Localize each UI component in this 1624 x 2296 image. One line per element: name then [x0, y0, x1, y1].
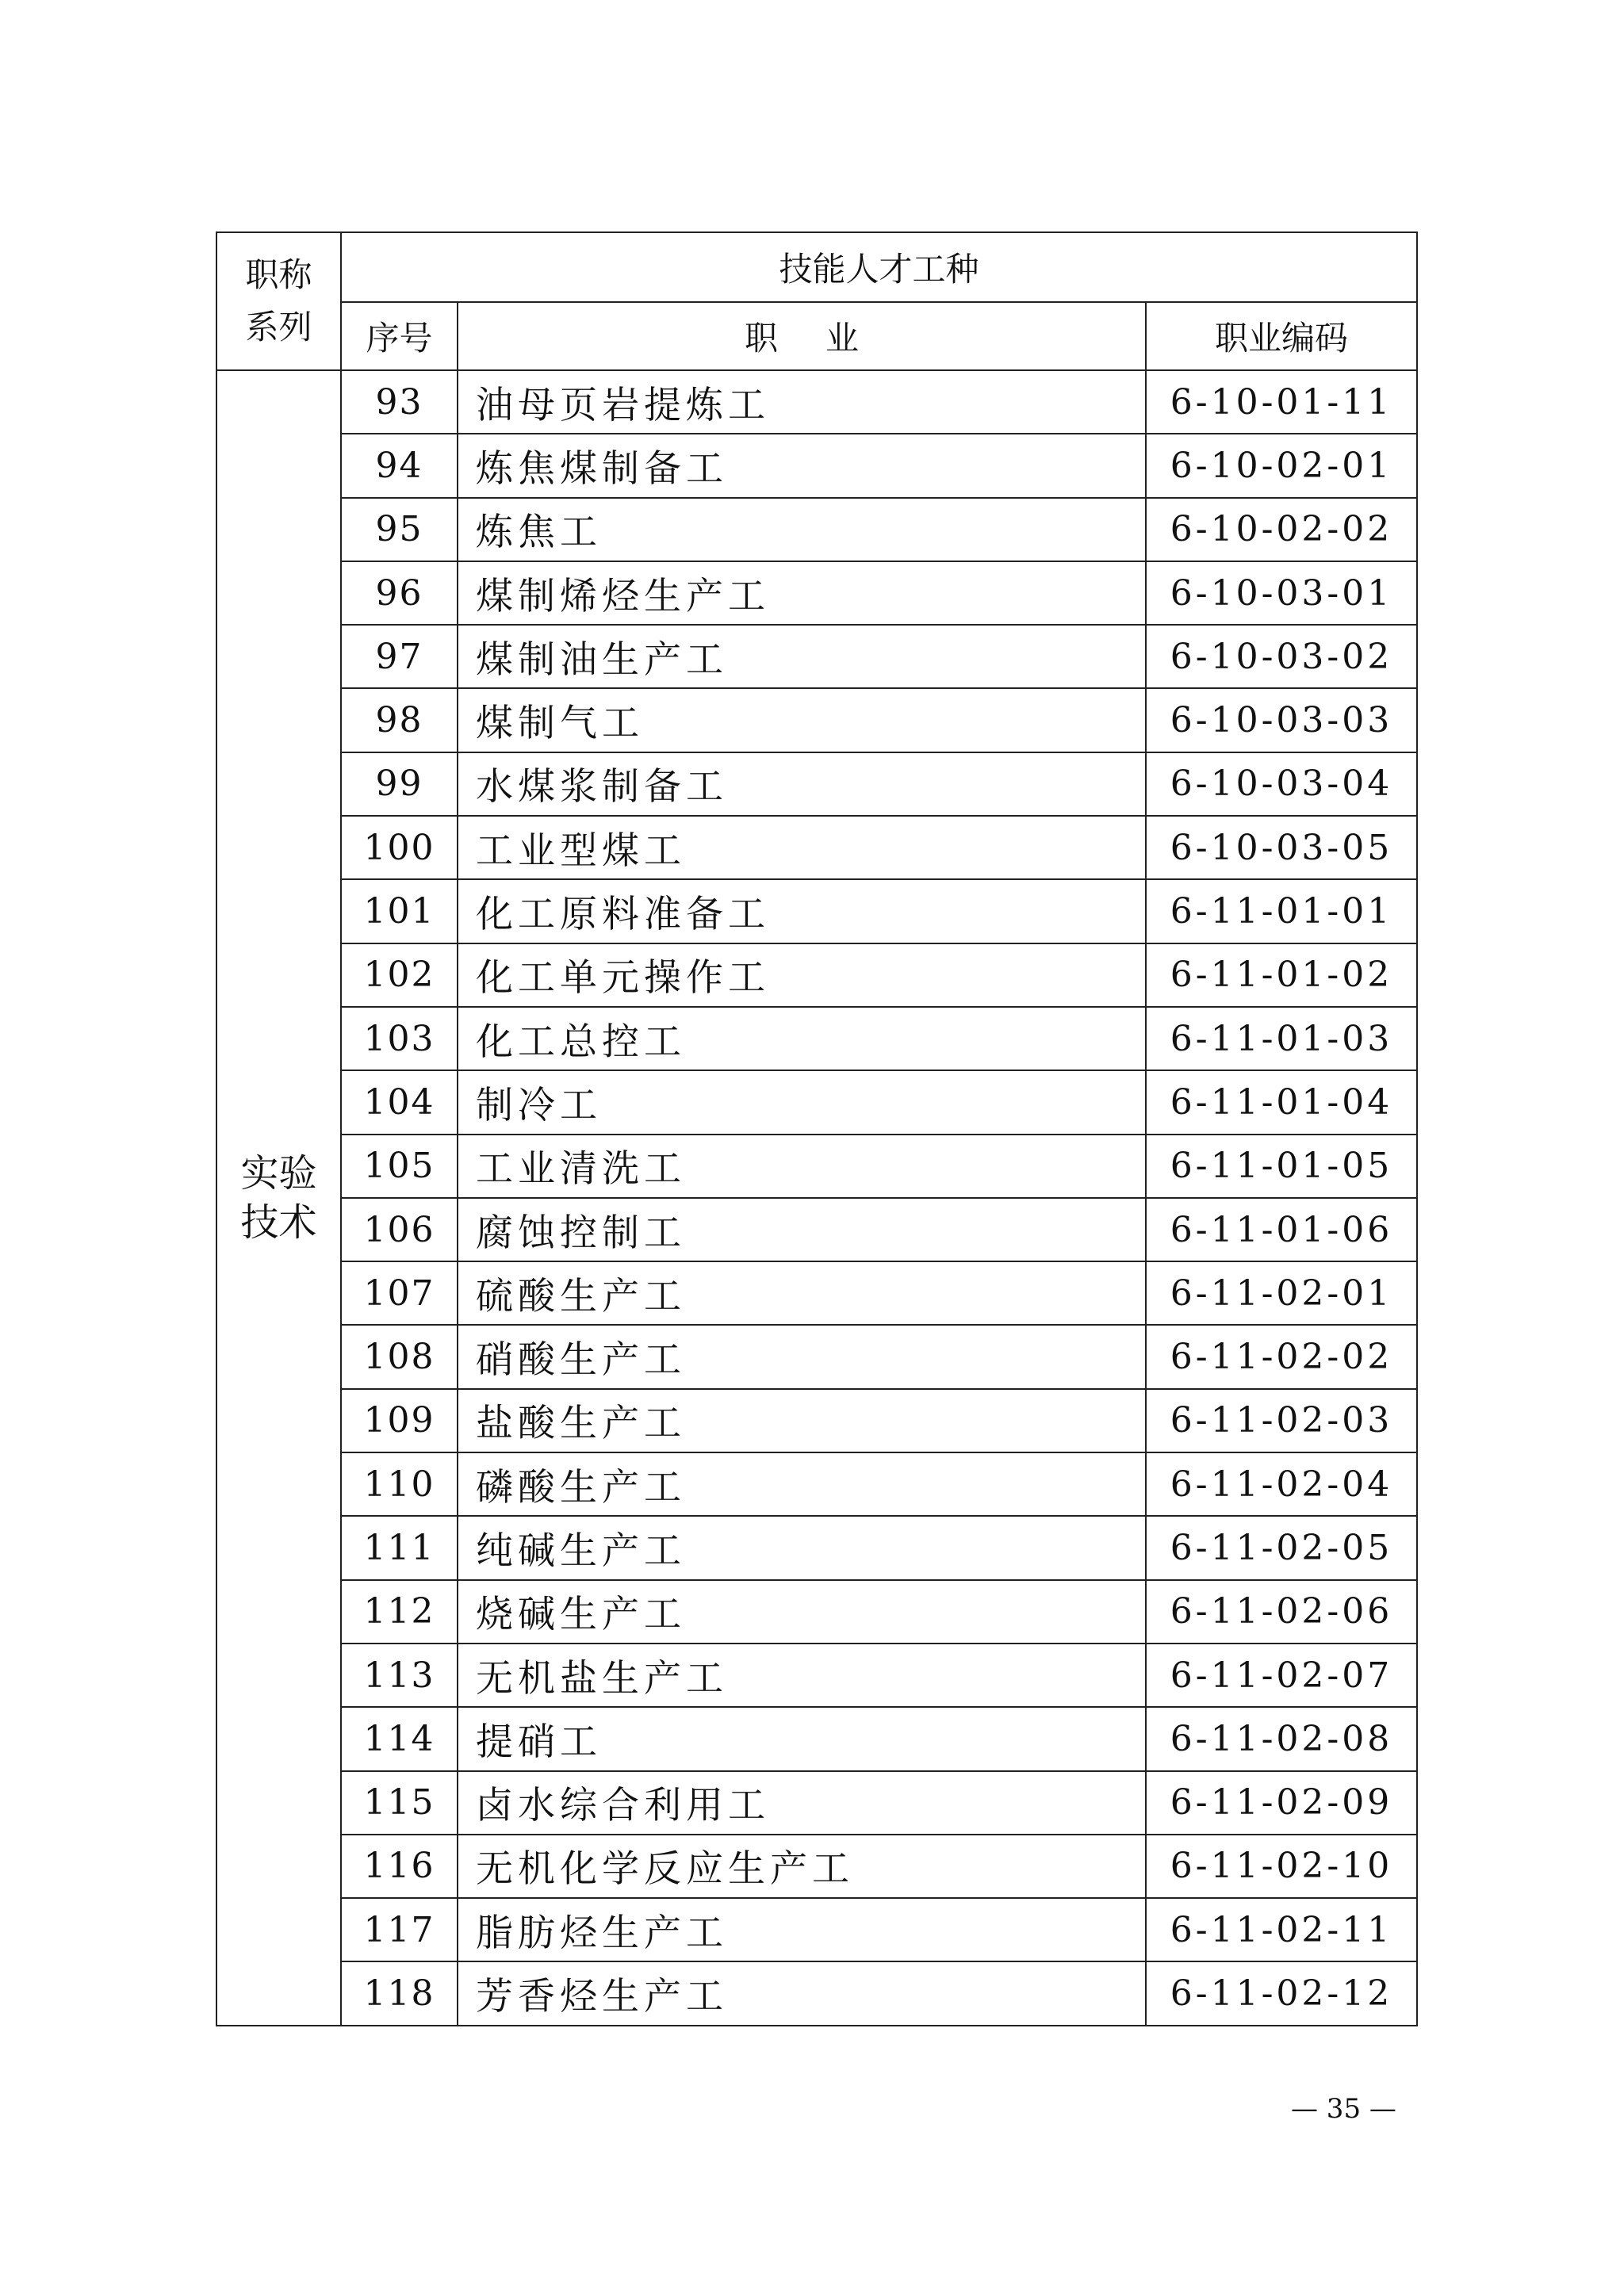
row-index: 110 [341, 1452, 458, 1516]
occupation-name: 工业清洗工 [458, 1135, 1146, 1198]
occupation-code: 6-10-03-04 [1146, 752, 1417, 816]
occupation-column-header: 职业 [458, 302, 1146, 370]
occupation-name: 化工单元操作工 [458, 943, 1146, 1007]
table-row [216, 1835, 1417, 1898]
occupation-name: 硫酸生产工 [458, 1261, 1146, 1325]
occupation-name: 炼焦工 [458, 498, 1146, 561]
row-index: 101 [341, 879, 458, 943]
occupation-code: 6-11-02-02 [1146, 1325, 1417, 1388]
row-index: 93 [341, 370, 458, 434]
row-index: 115 [341, 1771, 458, 1835]
occupation-name: 磷酸生产工 [458, 1452, 1146, 1516]
table-row [216, 1325, 1417, 1388]
row-index: 105 [341, 1135, 458, 1198]
occupation-code: 6-11-02-12 [1146, 1961, 1417, 2025]
row-index: 112 [341, 1580, 458, 1644]
occupation-name: 水煤浆制备工 [458, 752, 1146, 816]
occupation-name: 卤水综合利用工 [458, 1771, 1146, 1835]
occupation-code: 6-11-01-04 [1146, 1070, 1417, 1134]
occupation-code: 6-10-03-05 [1146, 816, 1417, 879]
row-index: 113 [341, 1644, 458, 1707]
occupation-code: 6-10-02-01 [1146, 434, 1417, 497]
row-index: 114 [341, 1707, 458, 1770]
row-index: 97 [341, 625, 458, 688]
occupation-name: 硝酸生产工 [458, 1325, 1146, 1388]
occupation-code: 6-10-03-03 [1146, 688, 1417, 752]
table-row [216, 498, 1417, 561]
title-series-line2: 技术 [240, 1200, 317, 1245]
header-row-group [216, 232, 1417, 302]
occupation-name: 腐蚀控制工 [458, 1198, 1146, 1261]
table-row [216, 370, 1417, 434]
row-index: 106 [341, 1198, 458, 1261]
table-row [216, 1135, 1417, 1198]
row-index: 109 [341, 1389, 458, 1452]
title-series-header-line1: 职称 [245, 255, 312, 294]
table-row [216, 625, 1417, 688]
row-index: 102 [341, 943, 458, 1007]
table-row [216, 1070, 1417, 1134]
row-index: 107 [341, 1261, 458, 1325]
row-index: 100 [341, 816, 458, 879]
occupation-name: 烧碱生产工 [458, 1580, 1146, 1644]
occupation-code: 6-11-02-06 [1146, 1580, 1417, 1644]
occupation-name: 煤制油生产工 [458, 625, 1146, 688]
table-row [216, 1707, 1417, 1770]
occupation-name: 无机化学反应生产工 [458, 1835, 1146, 1898]
row-index: 103 [341, 1007, 458, 1070]
table-row [216, 879, 1417, 943]
occupation-code: 6-11-02-09 [1146, 1771, 1417, 1835]
occupation-name: 芳香烃生产工 [458, 1961, 1146, 2025]
occupation-name: 工业型煤工 [458, 816, 1146, 879]
row-index: 117 [341, 1898, 458, 1961]
occupation-name: 炼焦煤制备工 [458, 434, 1146, 497]
table-row [216, 1898, 1417, 1961]
occupation-code: 6-11-02-05 [1146, 1516, 1417, 1579]
table-body [216, 370, 1417, 2026]
table-row [216, 1452, 1417, 1516]
occupation-code: 6-11-01-03 [1146, 1007, 1417, 1070]
occupation-name: 煤制气工 [458, 688, 1146, 752]
occupation-code: 6-11-01-02 [1146, 943, 1417, 1007]
skilled-trades-header: 技能人才工种 [341, 232, 1417, 302]
occupation-code: 6-11-02-10 [1146, 1835, 1417, 1898]
occupation-name: 油母页岩提炼工 [458, 370, 1146, 434]
table-row [216, 1261, 1417, 1325]
title-series-header-line2: 系列 [245, 308, 312, 346]
occupation-name: 盐酸生产工 [458, 1389, 1146, 1452]
occupation-name: 煤制烯烃生产工 [458, 561, 1146, 625]
occupation-name: 化工总控工 [458, 1007, 1146, 1070]
occupation-table [216, 232, 1418, 2026]
table-row [216, 1644, 1417, 1707]
table-row [216, 1516, 1417, 1579]
row-index: 95 [341, 498, 458, 561]
table-row [216, 816, 1417, 879]
row-index: 98 [341, 688, 458, 752]
title-series-cell [216, 370, 341, 2026]
occupation-name: 化工原料准备工 [458, 879, 1146, 943]
occupation-name: 纯碱生产工 [458, 1516, 1146, 1579]
table-row [216, 752, 1417, 816]
occupation-code: 6-10-03-02 [1146, 625, 1417, 688]
row-index: 96 [341, 561, 458, 625]
table-row [216, 1198, 1417, 1261]
occupation-code: 6-11-02-11 [1146, 1898, 1417, 1961]
row-index: 99 [341, 752, 458, 816]
occupation-code: 6-11-02-03 [1146, 1389, 1417, 1452]
occupation-name: 无机盐生产工 [458, 1644, 1146, 1707]
table-row [216, 688, 1417, 752]
row-index: 118 [341, 1961, 458, 2025]
table-row [216, 434, 1417, 497]
occupation-name: 提硝工 [458, 1707, 1146, 1770]
occupation-code: 6-11-01-06 [1146, 1198, 1417, 1261]
table-row [216, 1580, 1417, 1644]
occupation-code: 6-11-02-08 [1146, 1707, 1417, 1770]
row-index: 111 [341, 1516, 458, 1579]
index-column-header: 序号 [341, 302, 458, 370]
table-row [216, 561, 1417, 625]
occupation-code: 6-11-01-01 [1146, 879, 1417, 943]
page-number: — 35 — [1291, 2093, 1396, 2125]
occupation-name: 脂肪烃生产工 [458, 1898, 1146, 1961]
row-index: 94 [341, 434, 458, 497]
table-row [216, 1007, 1417, 1070]
title-series-line1: 实验 [240, 1150, 317, 1196]
occupation-name: 制冷工 [458, 1070, 1146, 1134]
occupation-code: 6-11-02-04 [1146, 1452, 1417, 1516]
row-index: 108 [341, 1325, 458, 1388]
table-row [216, 943, 1417, 1007]
occupation-code: 6-10-03-01 [1146, 561, 1417, 625]
occupation-code: 6-11-02-07 [1146, 1644, 1417, 1707]
row-index: 104 [341, 1070, 458, 1134]
row-index: 116 [341, 1835, 458, 1898]
table-row [216, 1961, 1417, 2025]
title-series-header [216, 232, 341, 370]
occupation-code: 6-10-01-11 [1146, 370, 1417, 434]
table-row [216, 1389, 1417, 1452]
table-row [216, 1771, 1417, 1835]
header-row-columns [216, 302, 1417, 370]
code-column-header: 职业编码 [1146, 302, 1417, 370]
occupation-code: 6-10-02-02 [1146, 498, 1417, 561]
occupation-code: 6-11-01-05 [1146, 1135, 1417, 1198]
occupation-code: 6-11-02-01 [1146, 1261, 1417, 1325]
